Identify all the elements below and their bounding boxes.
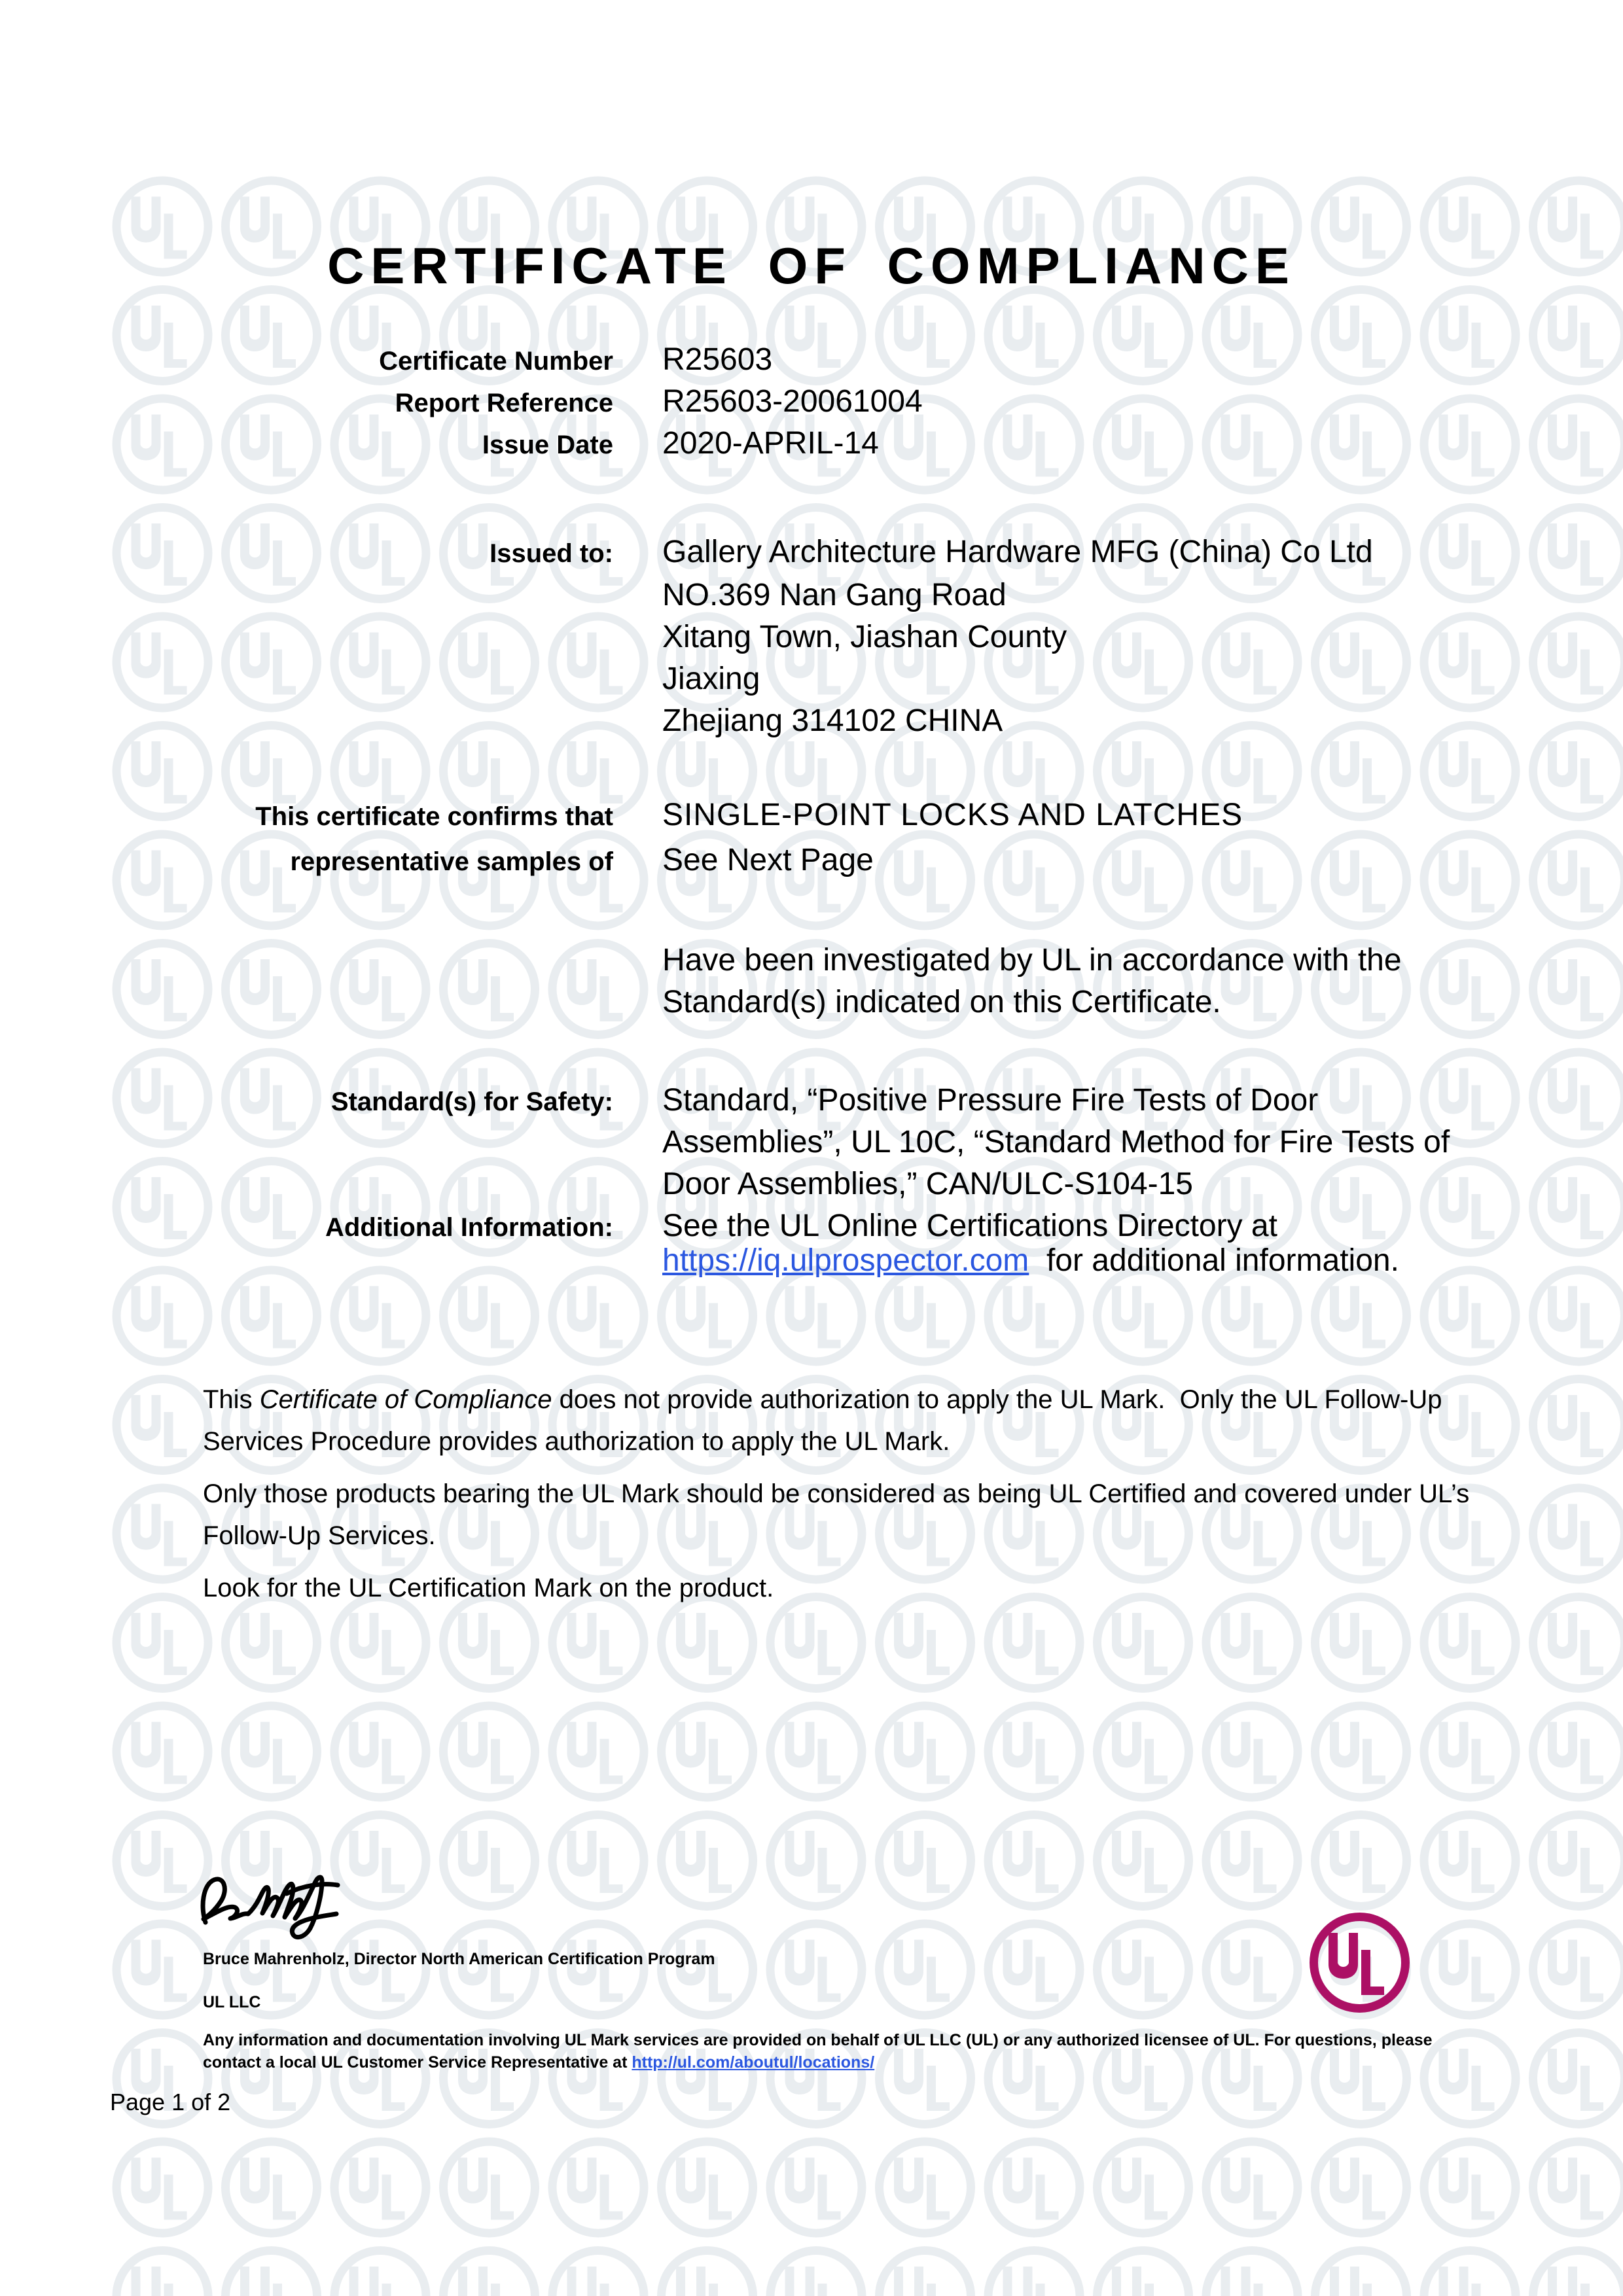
notice-paragraph2-line2: Follow-Up Services. [203, 1521, 436, 1550]
see-next-page: See Next Page [662, 843, 874, 877]
address-line: Zhejiang 314102 CHINA [662, 703, 1003, 738]
notice-paragraph1-line2: Services Procedure provides authorization to apply the UL Mark. [203, 1427, 950, 1456]
address-line: Jiaxing [662, 662, 760, 696]
page-number: Page 1 of 2 [110, 2089, 231, 2115]
confirms-label-line2: representative samples of [290, 847, 613, 876]
report-reference-value: R25603-20061004 [662, 384, 923, 419]
signature [196, 1866, 419, 1945]
standards-line1: Standard, “Positive Pressure Fire Tests of Door [662, 1083, 1319, 1118]
ul-certification-mark-icon [1305, 1908, 1414, 2017]
footer-disclaimer-line2 [203, 2052, 874, 2074]
additional-info-line1: See the UL Online Certifications Directory at [662, 1209, 1277, 1243]
standards-line3: Door Assemblies,” CAN/ULC-S104-15 [662, 1167, 1193, 1201]
certificate-number-label: Certificate Number [379, 347, 613, 376]
report-reference-label: Report Reference [395, 389, 613, 417]
issue-date-label: Issue Date [482, 431, 613, 459]
notice-p1-pre: This [203, 1385, 260, 1414]
issue-date-value: 2020-APRIL-14 [662, 426, 879, 461]
investigated-line2: Standard(s) indicated on this Certificate. [662, 985, 1221, 1019]
ulprospector-link[interactable]: https://iq.ulprospector.com [662, 1243, 1029, 1278]
footer-disclaimer-pre: contact a local UL Customer Service Representative at [203, 2053, 632, 2072]
issued-to-company: Gallery Architecture Hardware MFG (China) Co Ltd [662, 535, 1373, 569]
product-name: SINGLE-POINT LOCKS AND LATCHES [662, 798, 1243, 832]
certificate-number-value: R25603 [662, 342, 773, 377]
page-title: CERTIFICATE OF COMPLIANCE [327, 237, 1296, 294]
signer-name-title: Bruce Mahrenholz, Director North American Certification Program [203, 1950, 715, 1968]
notice-paragraph1-line1 [203, 1385, 1442, 1415]
standards-label: Standard(s) for Safety: [330, 1087, 613, 1116]
additional-info-label: Additional Information: [325, 1213, 613, 1242]
confirms-label-line1: This certificate confirms that [255, 802, 613, 831]
notice-paragraph2-line1: Only those products bearing the UL Mark should be considered as being UL Certified and covered under UL’s [203, 1479, 1470, 1508]
additional-info-after-link: for additional information. [1029, 1243, 1399, 1278]
notice-p1-italic: Certificate of Compliance [259, 1385, 552, 1414]
footer-disclaimer-line1: Any information and documentation involving UL Mark services are provided on behalf of UL LLC (UL) or any authorized licensee of UL. For questions, please [203, 2031, 1433, 2049]
notice-paragraph3: Look for the UL Certification Mark on the product. [203, 1574, 774, 1602]
investigated-line1: Have been investigated by UL in accordance with the [662, 943, 1402, 978]
ul-locations-link[interactable]: http://ul.com/aboutul/locations/ [632, 2053, 875, 2072]
additional-info-link-line [662, 1243, 1399, 1279]
address-line: Xitang Town, Jiashan County [662, 620, 1067, 654]
notice-p1-rest: does not provide authorization to apply the UL Mark. Only the UL Follow-Up [552, 1385, 1442, 1414]
issued-to-label: Issued to: [490, 539, 613, 568]
footer-company: UL LLC [203, 1993, 261, 2011]
standards-line2: Assemblies”, UL 10C, “Standard Method for Fire Tests of [662, 1125, 1450, 1159]
address-line: NO.369 Nan Gang Road [662, 578, 1007, 612]
